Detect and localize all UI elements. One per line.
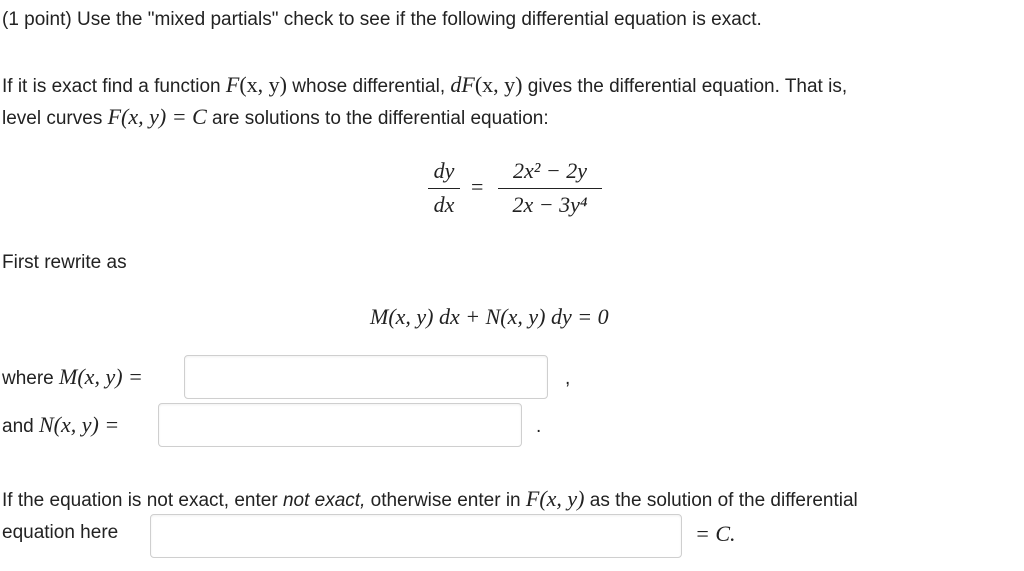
and-text: and	[2, 416, 34, 437]
solution-input[interactable]	[150, 514, 682, 558]
m-expression: M(x, y) =	[59, 364, 143, 389]
instruction-text: are solutions to the differential equation:	[212, 108, 549, 129]
m-input[interactable]	[184, 355, 548, 399]
problem-intro	[2, 9, 762, 31]
instruction-line-2	[2, 104, 549, 130]
rhs-numerator: 2x² − 2y	[513, 158, 587, 183]
instruction-line-1	[2, 72, 847, 98]
instruction-text: whose differential,	[292, 76, 446, 97]
points-label: (1 point)	[2, 9, 72, 30]
math-args: (x, y)	[474, 72, 523, 97]
equals-sign: =	[471, 174, 484, 199]
final-instruction-line-1	[2, 486, 858, 512]
math-dF: dF	[450, 72, 475, 97]
not-exact-text: not exact,	[282, 490, 366, 511]
rhs-fraction-bar	[498, 188, 602, 189]
equals-c: = C.	[695, 521, 736, 546]
m-label	[2, 364, 143, 390]
n-period: .	[536, 416, 542, 437]
instruction-text: level curves	[2, 108, 103, 129]
where-text: where	[2, 368, 54, 389]
rhs-denominator: 2x − 3y⁴	[512, 192, 588, 217]
math-args: (x, y)	[239, 72, 288, 97]
math-Fxy: F(x, y)	[525, 486, 585, 511]
final-text: otherwise enter in	[370, 490, 521, 511]
intro-text: Use the "mixed partials" check to see if the following differential equation is exact.	[76, 9, 762, 30]
n-label	[2, 412, 119, 438]
rewrite-formula: M(x, y) dx + N(x, y) dy = 0	[370, 304, 609, 329]
lhs-denominator: dx	[433, 192, 455, 217]
final-text: as the solution of the differential	[589, 490, 858, 511]
instruction-text: gives the differential equation. That is,	[527, 76, 848, 97]
m-comma: ,	[565, 368, 571, 389]
n-expression: N(x, y) =	[38, 412, 120, 437]
math-level-curve: F(x, y) = C	[107, 104, 207, 129]
final-text: If the equation is not exact, enter	[2, 490, 278, 511]
math-F: F	[225, 72, 240, 97]
final-instruction-line-2: equation here	[2, 522, 119, 543]
instruction-text: If it is exact find a function	[2, 76, 221, 97]
lhs-numerator: dy	[433, 158, 455, 183]
n-input[interactable]	[158, 403, 522, 447]
lhs-fraction-bar	[428, 188, 460, 189]
rewrite-label: First rewrite as	[2, 252, 127, 273]
